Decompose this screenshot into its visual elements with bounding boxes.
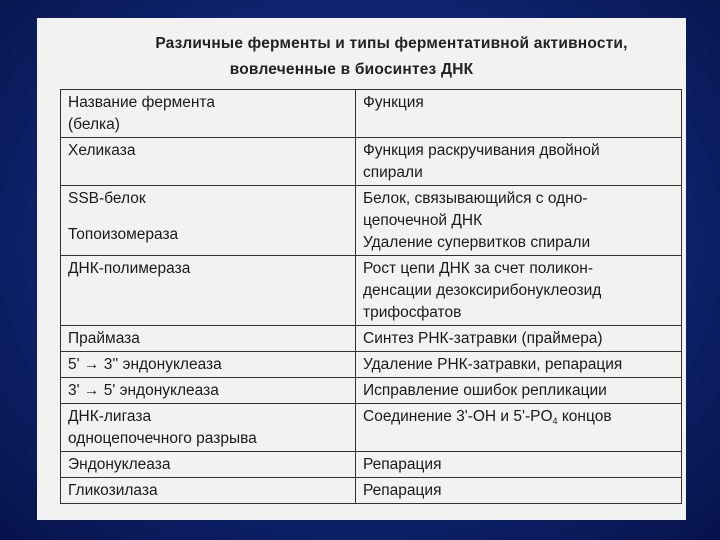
function-main: Соединение 3'-OH и 5'-PO: [363, 408, 553, 425]
enzyme-name-cell: [61, 352, 356, 378]
enzyme-name-cell: [61, 452, 356, 478]
function-text: денсации дезоксирибонуклеозид: [363, 282, 602, 299]
table-row: [61, 186, 682, 256]
table-row: [61, 256, 682, 326]
header-enzyme-name: [61, 90, 356, 138]
table-row: [61, 452, 682, 478]
function-text: Рост цепи ДНК за счет поликон-: [363, 260, 594, 277]
header-function: [356, 90, 682, 138]
table-row: [61, 404, 682, 452]
enzyme-name-cell: [61, 378, 356, 404]
enzyme-name-cell: [61, 404, 356, 452]
function-cell: [356, 326, 682, 352]
table-row: [61, 326, 682, 352]
function-cell: [356, 256, 682, 326]
enzyme-name: Хеликаза: [68, 142, 136, 159]
scanned-page: [37, 18, 686, 520]
header-name-line1: Название фермента: [68, 94, 215, 111]
function-cell: [356, 378, 682, 404]
function-cell: [356, 352, 682, 378]
table-row: [61, 138, 682, 186]
function-text: Белок, связывающийся с одно-: [363, 190, 588, 207]
enzyme-name-cell: [61, 138, 356, 186]
enzyme-name: 5' → 3'' эндонуклеаза: [68, 356, 222, 373]
header-name-line2: (белка): [68, 116, 120, 133]
function-text: Репарация: [363, 456, 442, 473]
table-header-row: [61, 90, 682, 138]
function-tail: концов: [557, 408, 612, 425]
enzyme-name: ДНК-полимераза: [68, 260, 191, 277]
function-subscript: 4: [552, 416, 558, 426]
function-text: Удаление РНК-затравки, репарация: [363, 356, 623, 373]
function-cell: [356, 478, 682, 504]
enzyme-name: SSB-белок: [68, 190, 146, 207]
header-function-label: Функция: [363, 94, 424, 111]
enzyme-name: 3' → 5' эндонуклеаза: [68, 382, 219, 399]
enzyme-name-cell: [61, 326, 356, 352]
function-text: цепочечной ДНК: [363, 212, 483, 229]
function-text: Исправление ошибок репликации: [363, 382, 607, 399]
enzyme-name-cell: [61, 478, 356, 504]
table-row: [61, 352, 682, 378]
enzyme-name: Эндонуклеаза: [68, 456, 171, 473]
function-text: Удаление супервитков спирали: [363, 234, 591, 251]
function-cell: [356, 138, 682, 186]
enzyme-table: [60, 89, 682, 504]
function-text: трифосфатов: [363, 304, 462, 321]
enzyme-name: одноцепочечного разрыва: [68, 430, 257, 447]
function-text: спирали: [363, 164, 423, 181]
function-text: Функция раскручивания двойной: [363, 142, 600, 159]
enzyme-name-cell: [61, 256, 356, 326]
table-row: [61, 478, 682, 504]
enzyme-name: ДНК-лигаза: [68, 408, 152, 425]
function-text: [363, 406, 675, 432]
function-text: Репарация: [363, 482, 442, 499]
enzyme-name: Гликозилаза: [68, 482, 158, 499]
enzyme-name: Праймаза: [68, 330, 140, 347]
enzyme-name-cell: [61, 186, 356, 256]
function-cell: [356, 452, 682, 478]
table-title-line2: вовлеченные в биосинтез ДНК: [229, 61, 474, 78]
function-cell: [356, 186, 682, 256]
enzyme-name: Топоизомераза: [68, 226, 179, 243]
table-title-line1: Различные ферменты и типы ферментативной активности,: [155, 35, 628, 52]
table-row: [61, 378, 682, 404]
function-text: Синтез РНК-затравки (праймера): [363, 330, 603, 347]
function-cell: [356, 404, 682, 452]
